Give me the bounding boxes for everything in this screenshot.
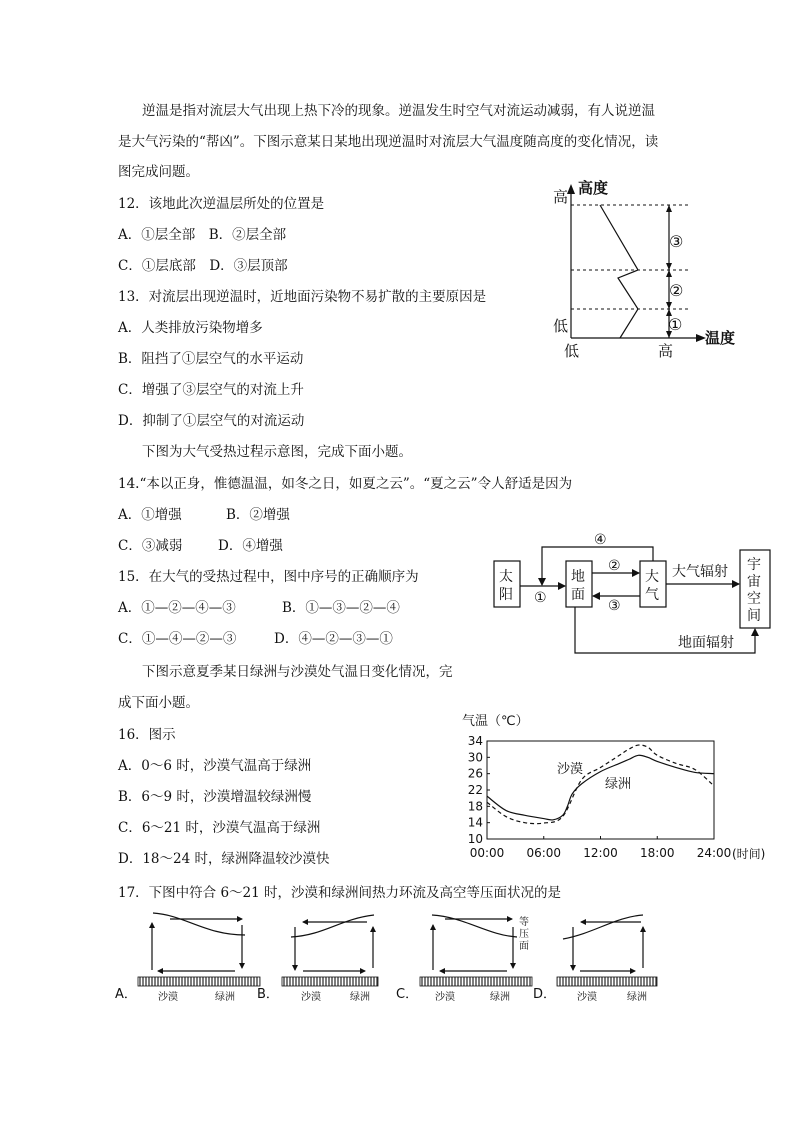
svg-text:宇: 宇 <box>747 557 761 573</box>
svg-text:面: 面 <box>571 587 585 603</box>
layer-3-label: ③ <box>669 232 684 251</box>
y-tick-label: 34 <box>467 734 483 748</box>
plot-frame <box>487 741 714 839</box>
x-axis-title: 温度 <box>705 329 736 347</box>
x-axis-high-label: 高 <box>658 342 674 360</box>
y-axis-title: 高度 <box>578 179 609 197</box>
q14-option-d: D．④增强 <box>218 538 283 554</box>
arrow-2-label: ② <box>608 558 621 574</box>
x-tick-label: 12:00 <box>583 846 618 860</box>
arrow-1-label: ① <box>534 590 547 606</box>
q13-option-d: D．抑制了①层空气的对流运动 <box>118 413 305 429</box>
intro-line-2: 是大气污染的“帮凶”。下图示意某日某地出现逆温时对流层大气温度随高度的变化情况，读 <box>118 134 659 150</box>
q13-option-a: A．人类排放污染物增多 <box>118 320 263 336</box>
chart-y-label: 气温（℃） <box>462 714 529 729</box>
ground-radiation-label: 地面辐射 <box>678 635 734 651</box>
section3-line-1: 下图示意夏季某日绿洲与沙漠处气温日变化情况，完 <box>142 664 453 680</box>
inversion-figure <box>540 178 740 358</box>
svg-text:间: 间 <box>747 608 761 624</box>
x-tick-label: 00:00 <box>469 846 505 860</box>
q12-options-row2: C．①层底部 D．③层顶部 <box>118 258 288 274</box>
x-axis-low-label: 低 <box>564 342 580 360</box>
svg-text:压: 压 <box>519 929 529 940</box>
q17-option-a: A． <box>115 987 137 1002</box>
svg-text:大: 大 <box>645 569 659 585</box>
q14-stem: 14.“本以正身，惟德温温，如冬之日，如夏之云”。“夏之云”令人舒适是因为 <box>118 476 573 492</box>
q17-option-b: B． <box>257 987 279 1002</box>
svg-text:面: 面 <box>519 941 529 952</box>
svg-text:绿洲: 绿洲 <box>350 992 370 1003</box>
q12-stem: 12．该地此次逆温层所处的位置是 <box>118 196 325 212</box>
q13-option-c: C．增强了③层空气的对流上升 <box>118 382 304 398</box>
arrow-4-label: ④ <box>594 532 607 548</box>
svg-text:地: 地 <box>571 569 585 585</box>
series-label-oasis: 绿洲 <box>605 777 632 792</box>
temperature-chart <box>440 712 780 868</box>
q14-option-a: A．①增强 <box>118 507 182 523</box>
svg-text:阳: 阳 <box>499 587 513 603</box>
y-tick-label: 18 <box>467 799 483 814</box>
atmospheric-radiation-label: 大气辐射 <box>672 564 728 580</box>
svg-text:沙漠: 沙漠 <box>158 992 178 1003</box>
y-axis-top-label: 高 <box>553 188 569 206</box>
q15-option-b: B．①—③—②—④ <box>282 600 400 616</box>
chart-x-label: (时间) <box>732 847 766 861</box>
q14-option-b: B．②增强 <box>226 507 290 523</box>
svg-text:等: 等 <box>519 917 529 928</box>
q12-options-row1: A．①层全部 B．②层全部 <box>118 227 287 243</box>
y-tick-label: 14 <box>467 815 483 830</box>
q17-option-c: C． <box>396 987 419 1002</box>
q13-option-b: B．阻挡了①层空气的水平运动 <box>118 351 304 367</box>
q14-option-c: C．③减弱 <box>118 538 183 554</box>
svg-text:宙: 宙 <box>747 574 761 590</box>
y-tick-label: 26 <box>467 766 483 781</box>
layer-2-label: ② <box>669 281 684 300</box>
x-tick-label: 06:00 <box>526 846 562 860</box>
svg-text:绿洲: 绿洲 <box>627 992 647 1003</box>
arrow-3-label: ③ <box>608 598 621 614</box>
y-tick-label: 30 <box>467 750 483 765</box>
y-axis-bottom-label: 低 <box>553 317 569 335</box>
x-tick-label: 18:00 <box>639 846 675 860</box>
temperature-profile-line <box>600 205 638 338</box>
intro-line-3: 图完成问题。 <box>118 164 199 180</box>
q16-option-d: D．18～24 时，绿洲降温较沙漠快 <box>118 851 330 867</box>
y-tick-label: 10 <box>467 832 483 846</box>
q16-option-c: C．6～21 时，沙漠气温高于绿洲 <box>118 820 321 836</box>
q17-option-figures <box>115 905 675 1005</box>
series-line-desert <box>487 745 714 824</box>
x-tick-label: 24:00 <box>696 846 732 860</box>
svg-text:绿洲: 绿洲 <box>215 992 235 1003</box>
svg-text:气: 气 <box>645 587 659 603</box>
heating-process-figure <box>490 528 780 658</box>
q16-stem: 16．图示 <box>118 727 176 743</box>
section3-line-2: 成下面小题。 <box>118 695 199 711</box>
q13-stem: 13．对流层出现逆温时，近地面污染物不易扩散的主要原因是 <box>118 289 487 305</box>
series-label-desert: 沙漠 <box>557 762 584 777</box>
svg-text:沙漠: 沙漠 <box>435 992 455 1003</box>
section2-intro: 下图为大气受热过程示意图，完成下面小题。 <box>142 444 412 460</box>
svg-text:沙漠: 沙漠 <box>301 992 321 1003</box>
q16-option-b: B．6～9 时，沙漠增温较绿洲慢 <box>118 789 312 805</box>
q15-option-a: A．①—②—④—③ <box>118 600 236 616</box>
q15-option-d: D．④—②—③—① <box>274 631 393 647</box>
y-tick-label: 22 <box>467 783 483 797</box>
q16-option-a: A．0～6 时，沙漠气温高于绿洲 <box>118 758 312 774</box>
q17-option-d: D． <box>533 987 557 1002</box>
q17-stem: 17．下图中符合 6～21 时，沙漠和绿洲间热力环流及高空等压面状况的是 <box>118 885 562 901</box>
svg-text:沙漠: 沙漠 <box>577 992 597 1003</box>
svg-text:空: 空 <box>747 591 761 607</box>
q15-option-c: C．①—④—②—③ <box>118 631 237 647</box>
intro-line-1: 逆温是指对流层大气出现上热下冷的现象。逆温发生时空气对流运动减弱，有人说逆温 <box>142 103 655 119</box>
q15-stem: 15．在大气的受热过程中，图中序号的正确顺序为 <box>118 569 419 585</box>
layer-1-label: ① <box>668 315 683 334</box>
svg-text:太: 太 <box>499 569 513 585</box>
svg-text:绿洲: 绿洲 <box>490 992 510 1003</box>
